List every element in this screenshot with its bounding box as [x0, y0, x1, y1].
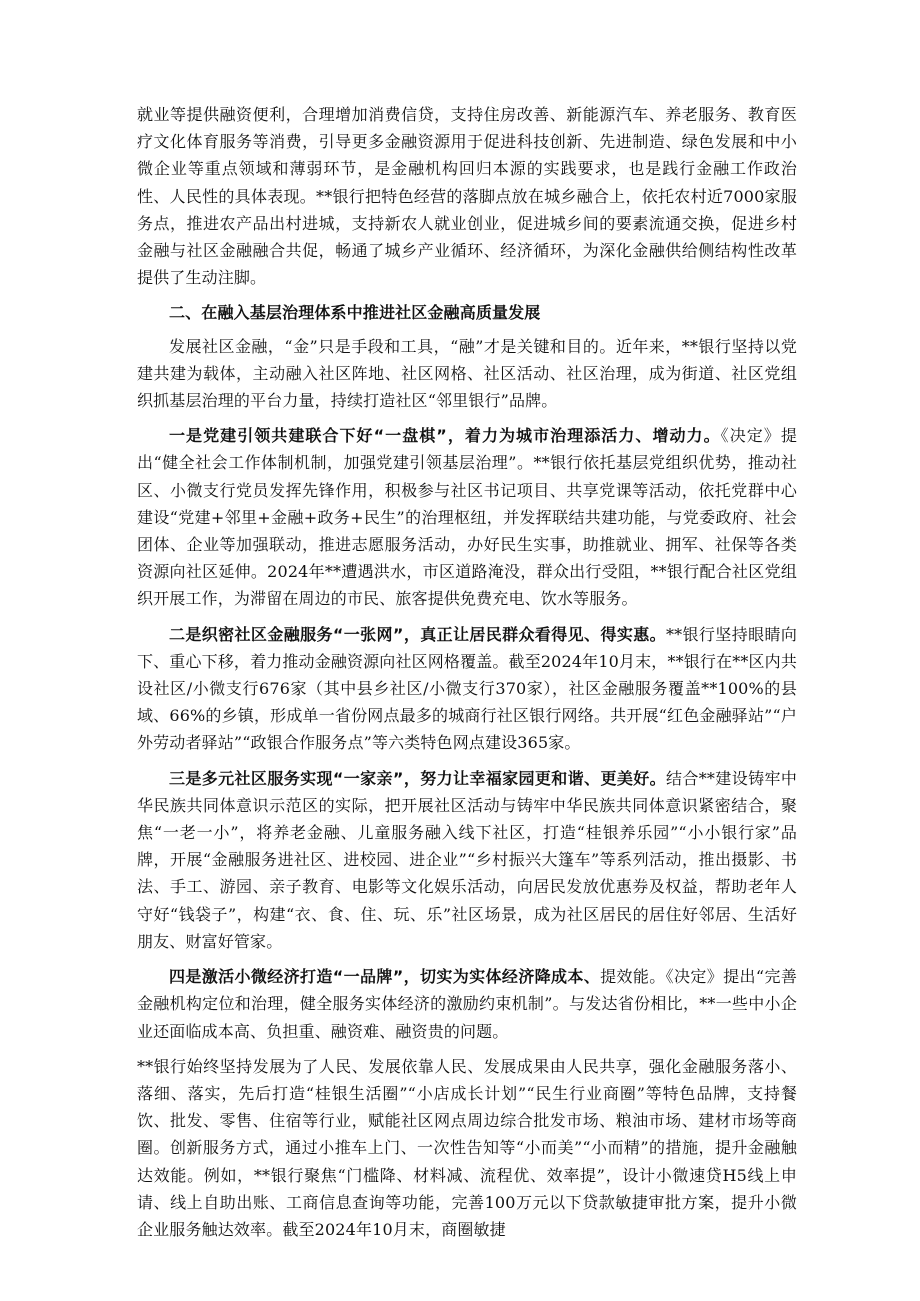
paragraph-point-1 [137, 422, 797, 612]
point-4-body: 提效能。《决定》提出“完善金融机构定位和治理，健全服务实体经济的激励约束机制”。与发达省份相比，**一些中小企业还面临成本高、负担重、融资难、融资贵的问题。 [137, 967, 797, 1041]
point-4-lead: 四是激活小微经济打造“一品牌”，切实为实体经济降成本、 [169, 967, 601, 987]
point-2-lead: 二是织密社区金融服务“一张网”，真正让居民群众看得见、得实惠。 [169, 624, 666, 644]
paragraph-continuation: 就业等提供融资便利，合理增加消费信贷，支持住房改善、新能源汽车、养老服务、教育医疗文化体育服务等消费，引导更多金融资源用于促进科技创新、先进制造、绿色发展和中小微企业等重点领域和薄弱环节，是金融机构回归本源的实践要求，也是践行金融工作政治性、人民性的具体表现。**银行把特色经营的落脚点放在城乡融合上，依托农村近7000家服务点，推进农产品出村进城，支持新农人就业创业，促进城乡间的要素流通交换，促进乡村金融与社区金融融合共促，畅通了城乡产业循环、经济循环，为深化金融供给侧结构性改革提供了生动注脚。 [137, 105, 797, 288]
paragraph-final: **银行始终坚持发展为了人民、发展依靠人民、发展成果由人民共享，强化金融服务落小、落细、落实，先后打造“桂银生活圈”“小店成长计划”“民生行业商圈”等特色品牌，支持餐饮、批发、零售、住宿等行业，赋能社区网点周边综合批发市场、粮油市场、建材市场等商圈。创新服务方式，通过小推车上门、一次性告知等“小而美”“小而精”的措施，提升金融触达效能。例如，**银行聚焦“门槛降、材料减、流程优、效率提”，设计小微速贷H5线上申请、线上自助出账、工商信息查询等功能，完善100万元以下贷款敏捷审批方案，提升小微企业服务触达效率。截至2024年10月末，商圈敏捷 [137, 1056, 797, 1239]
point-3-lead: 三是多元社区服务实现“一家亲”，努力让幸福家园更和谐、更美好。 [169, 768, 666, 788]
paragraph-section-intro: 发展社区金融，“金”只是手段和工具，“融”才是关键和目的。近年来，**银行坚持以党建共建为载体，主动融入社区阵地、社区网格、社区活动、社区治理，成为街道、社区党组织抓基层治理的平台力量，持续打造社区“邻里银行”品牌。 [137, 336, 797, 411]
point-1-body: 《决定》提出“健全社会工作体制机制，加强党建引领基层治理”。**银行依托基层党组织优势，推动社区、小微支行党员发挥先锋作用，积极参与社区书记项目、共享党课等活动，依托党群中心建设“党建+邻里+金融+政务+民生”的治理枢纽，并发挥联结共建功能，与党委政府、社会团体、企业等加强联动，推进志愿服务活动，办好民生实事，助推就业、拥军、社保等各类资源向社区延伸。2024年**遭遇洪水，市区道路淹没，群众出行受阻，**银行配合社区党组织开展工作，为滞留在周边的市民、旅客提供免费充电、饮水等服务。 [137, 426, 797, 609]
paragraph-point-2 [137, 621, 797, 757]
document-body [137, 101, 797, 1243]
paragraph-point-4 [137, 963, 797, 1045]
point-1-lead: 一是党建引领共建联合下好“一盘棋”，着力为城市治理添活力、增动力。 [169, 426, 721, 446]
point-3-body: 结合**建设铸牢中华民族共同体意识示范区的实际，把开展社区活动与铸牢中华民族共同体意识紧密结合，聚焦“一老一小”，将养老金融、儿童服务融入线下社区，打造“桂银养乐园”“小小银行家”品牌，开展“金融服务进社区、进校园、进企业”“乡村振兴大篷车”等系列活动，推出摄影、书法、手工、游园、亲子教育、电影等文化娱乐活动，向居民发放优惠券及权益，帮助老年人守好“钱袋子”，构建“衣、食、住、玩、乐”社区场景，成为社区居民的居住好邻居、生活好朋友、财富好管家。 [137, 768, 797, 951]
point-2-body: **银行坚持眼睛向下、重心下移，着力推动金融资源向社区网格覆盖。截至2024年10月末，**银行在**区内共设社区/小微支行676家（其中县乡社区/小微支行370家），社区金融服务覆盖**100%的县域、66%的乡镇，形成单一省份网点最多的城商行社区银行网络。共开展“红色金融驿站”“户外劳动者驿站”“政银合作服务点”等六类特色网点建设365家。 [137, 624, 797, 753]
section-heading: 二、在融入基层治理体系中推进社区金融高质量发展 [169, 303, 541, 323]
paragraph-point-3 [137, 765, 797, 955]
